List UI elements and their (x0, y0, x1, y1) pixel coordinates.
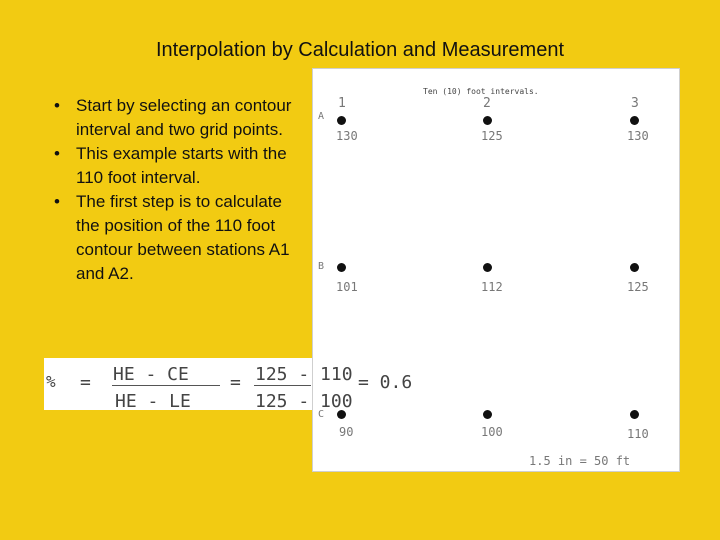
column-number: 2 (483, 96, 491, 111)
formula-lhs: % (46, 372, 56, 391)
elevation-label: 130 (336, 129, 358, 143)
scale-label: 1.5 in = 50 ft (529, 454, 631, 468)
bullet-marker: • (54, 96, 60, 115)
elevation-label: 130 (627, 129, 649, 143)
grid-caption: Ten (10) foot intervals. (423, 87, 539, 96)
elevation-label: 100 (481, 425, 503, 439)
station-dot (337, 263, 346, 272)
grid-diagram (312, 68, 680, 472)
formula-denominator: HE - LE (115, 391, 191, 412)
station-dot (630, 263, 639, 272)
bullet-marker: • (54, 144, 60, 163)
bullet-marker: • (54, 192, 60, 211)
elevation-label: 112 (481, 280, 503, 294)
bullet-text: This example starts with the 110 foot interval. (76, 144, 287, 187)
station-dot (630, 116, 639, 125)
formula-result: = 0.6 (358, 372, 413, 393)
formula-numerator: 125 - 110 (255, 364, 353, 385)
elevation-label: 125 (627, 280, 649, 294)
station-dot (337, 116, 346, 125)
formula-panel (44, 358, 353, 412)
station-dot (483, 263, 492, 272)
fraction-bar (112, 385, 220, 386)
row-letter: C (318, 409, 325, 420)
station-dot (630, 410, 639, 419)
bullet-list (48, 94, 298, 286)
bullet-item (48, 142, 298, 190)
elevation-label: 101 (336, 280, 358, 294)
row-letter: A (318, 111, 325, 122)
row-letter: B (318, 261, 325, 272)
bullet-text: The first step is to calculate the position of the 110 foot contour between stations A1 and A2. (76, 192, 290, 283)
slide-title: Interpolation by Calculation and Measurement (155, 39, 565, 61)
bullet-text: Start by selecting an contour interval and two grid points. (76, 96, 292, 139)
column-number: 1 (338, 96, 346, 111)
station-dot (483, 410, 492, 419)
fraction-bar (254, 385, 311, 386)
formula-equals: = (230, 372, 241, 393)
elevation-label: 125 (481, 129, 503, 143)
formula-equals: = (80, 372, 91, 393)
bullet-item (48, 94, 298, 142)
station-dot (483, 116, 492, 125)
bullet-item (48, 190, 298, 286)
elevation-label: 90 (339, 425, 354, 439)
formula-numerator: HE - CE (113, 364, 189, 385)
elevation-label: 110 (627, 427, 649, 441)
column-number: 3 (631, 96, 639, 111)
formula-denominator: 125 - 100 (255, 391, 353, 412)
